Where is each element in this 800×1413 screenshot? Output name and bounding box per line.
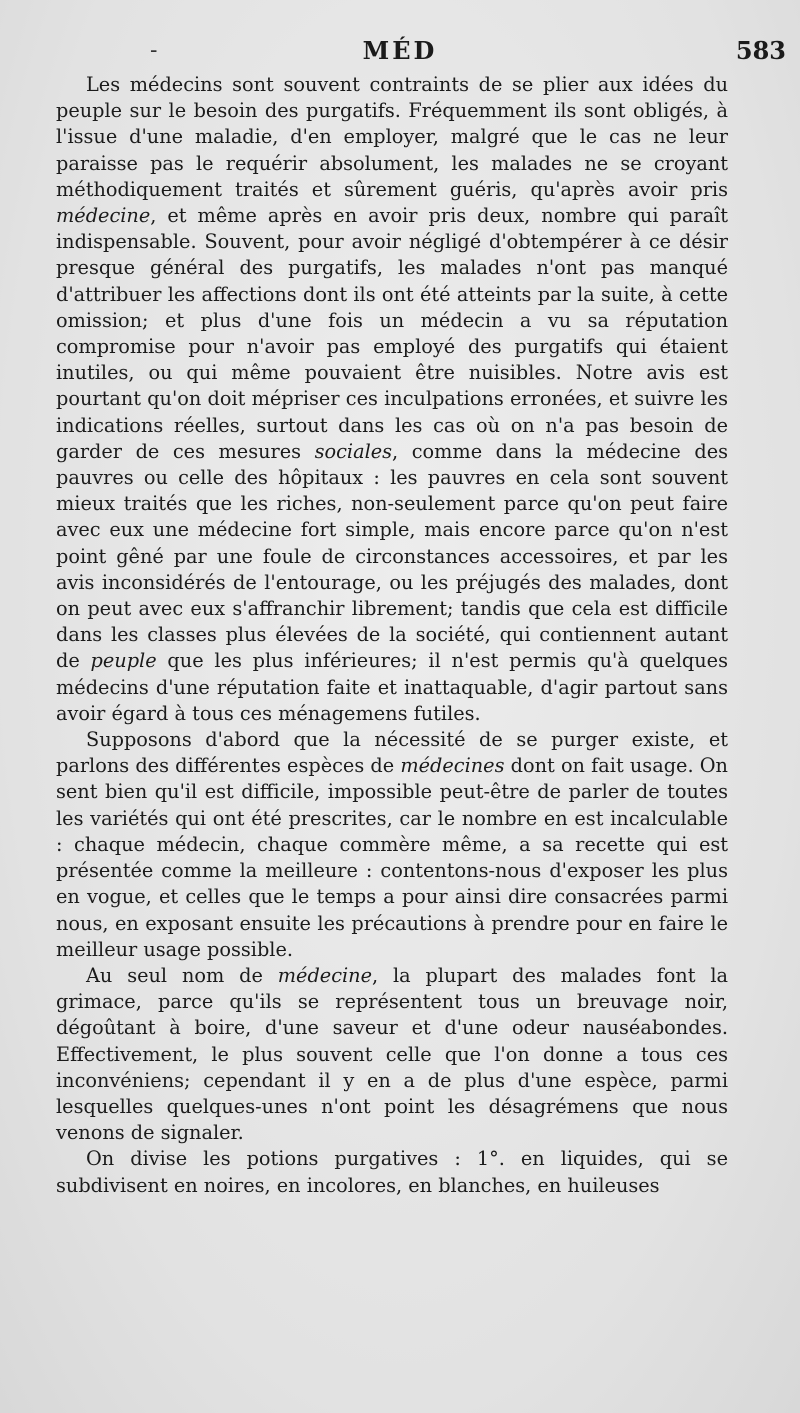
text-run: Au seul nom de: [86, 963, 278, 987]
page-header: [0, 36, 800, 68]
italic-term: médecine: [277, 963, 372, 987]
page-number: 583: [735, 36, 786, 65]
text-run: On divise les potions purgatives : 1°. en liquides, qui se subdivisent en noires, en incolores, en blanches, en huileuses: [56, 1147, 728, 1197]
paragraph-2: [56, 727, 728, 963]
text-run: , comme dans la médecine des pauvres ou celle des hôpitaux : les pauvres en cela sont souvent mieux traités que les riches, non-seulement parce qu'on peut faire avec eux une médecine fort simple, mais encore parce qu'on n'est point gêné par une foule de circonstances accessoires, et par les avis inconsidérés de l'entourage, ou les préjugés des malades, dont on peut avec eux s'affranchir librement; tandis que cela est difficile dans les classes plus élevées de la société, qui contiennent autant de: [56, 439, 728, 673]
text-run: , et même après en avoir pris deux, nombre qui paraît indispensable. Souvent, pour avoir négligé d'obtempérer à ce désir presque général des purgatifs, les malades n'ont pas manqué d'attribuer les affections dont ils ont été atteints par la suite, à cette omission; et plus d'une fois un médecin a vu sa réputation compromise pour n'avoir pas employé des purgatifs qui étaient inutiles, ou qui même pouvaient être nuisibles. Notre avis est pourtant qu'on doit mépriser ces inculpations erronées, et suivre les indications réelles, surtout dans les cas où on n'a pas besoin de garder de ces mesures: [56, 204, 728, 463]
text-run: , la plupart des malades font la grimace, parce qu'ils se représentent tous un breuvage noir, dégoûtant à boire, d'une saveur et d'une odeur nauséabondes. Effectivement, le plus souvent celle que l'on donne a tous ces inconvéniens; cependant il y en a de plus d'une espèce, parmi lesquelles quelques-unes n'ont point les désagrémens que nous venons de signaler.: [56, 963, 729, 1145]
header-dash: -: [150, 38, 158, 63]
paragraph-4: [56, 1146, 728, 1198]
text-run: Supposons d'abord que la nécessité de se purger existe, et parlons des différentes espèces de: [56, 728, 728, 778]
italic-term: peuple: [90, 649, 157, 673]
italic-term: médecine: [56, 204, 151, 228]
italic-term: sociales: [314, 439, 393, 463]
body-text: [56, 72, 728, 1199]
text-run: dont on fait usage. On sent bien qu'il est difficile, impossible peut-être de parler de toutes les variétés qui ont été prescrites, car le nombre en est incalculable : chaque médecin, chaque commère même, a sa recette qui est présentée comme la meilleure : contentons-nous d'exposer les plus en vogue, et celles que le temps a pour ainsi dire consacrées parmi nous, en exposant ensuite les précautions à prendre pour en faire le meilleur usage possible.: [56, 754, 728, 961]
paragraph-1: [56, 72, 728, 727]
running-head: MÉD: [362, 36, 438, 65]
paragraph-3: [56, 963, 728, 1146]
text-run: que les plus inférieures; il n'est permis qu'à quelques médecins d'une réputation faite et inattaquable, d'agir partout sans avoir égard à tous ces ménagemens futiles.: [56, 649, 728, 725]
italic-term: médecines: [400, 754, 505, 778]
text-run: Les médecins sont souvent contraints de se plier aux idées du peuple sur le besoin des purgatifs. Fréquemment ils sont obligés, à l'issue d'une maladie, d'en employer, malgré que le cas ne leur paraisse pas le requérir absolument, les malades ne se croyant méthodiquement traités et sûrement guéris, qu'après avoir pris: [56, 73, 728, 201]
